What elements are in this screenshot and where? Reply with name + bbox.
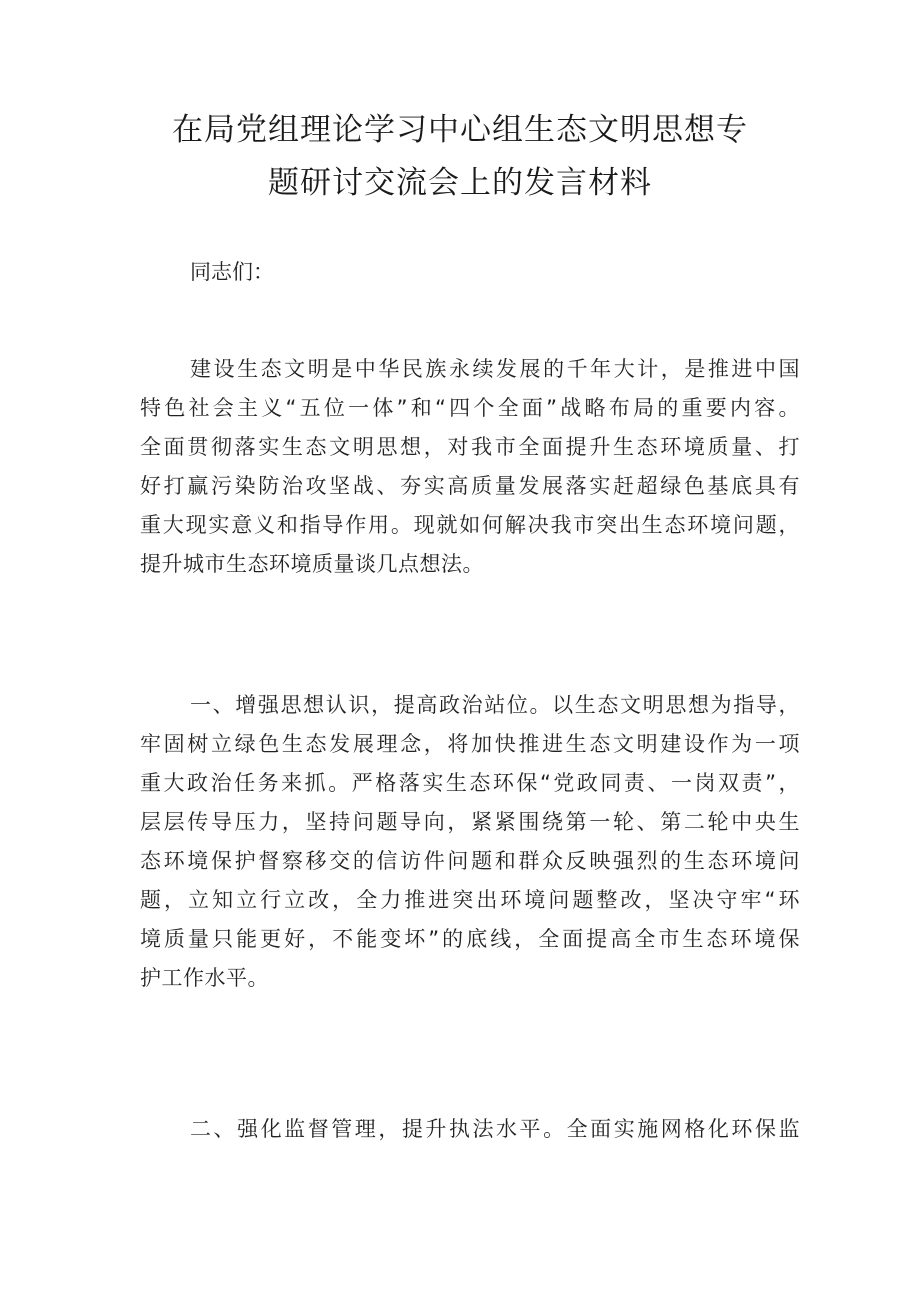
title-line: 题研讨交流会上的发言材料 xyxy=(268,165,652,201)
paragraph-section-one xyxy=(140,686,800,998)
document-title xyxy=(120,104,800,210)
paragraph-intro xyxy=(140,350,800,584)
paragraph-line: 境质量只能更好，不能变坏”的底线，全面提高全市生态环境保 xyxy=(140,927,800,951)
paragraph-line: 重大现实意义和指导作用。现就如何解决我市突出生态环境问题， xyxy=(140,513,800,537)
title-line: 在局党组理论学习中心组生态文明思想专 xyxy=(172,112,748,148)
paragraph-line: 护工作水平。 xyxy=(140,966,269,990)
paragraph-line: 建设生态文明是中华民族永续发展的千年大计，是推进中国 xyxy=(190,357,800,381)
paragraph-section-two xyxy=(140,1110,800,1149)
paragraph-line: 全面贯彻落实生态文明思想，对我市全面提升生态环境质量、打 xyxy=(140,435,800,459)
paragraph-line: 重大政治任务来抓。严格落实生态环保“党政同责、一岗双责”， xyxy=(140,771,800,795)
paragraph-line: 牢固树立绿色生态发展理念，将加快推进生态文明建设作为一项 xyxy=(140,732,800,756)
paragraph-line: 层层传导压力，坚持问题导向，紧紧围绕第一轮、第二轮中央生 xyxy=(140,810,800,834)
paragraph-line: 特色社会主义“五位一体”和“四个全面”战略布局的重要内容。 xyxy=(140,396,800,420)
paragraph-line: 二、强化监督管理，提升执法水平。全面实施网格化环保监 xyxy=(190,1117,800,1141)
paragraph-line: 提升城市生态环境质量谈几点想法。 xyxy=(140,552,484,576)
salutation: 同志们： xyxy=(190,260,274,284)
paragraph-line: 一、增强思想认识，提高政治站位。以生态文明思想为指导， xyxy=(190,693,800,717)
paragraph-line: 题，立知立行立改，全力推进突出环境问题整改，坚决守牢“环 xyxy=(140,888,800,912)
paragraph-line: 好打赢污染防治攻坚战、夯实高质量发展落实赶超绿色基底具有 xyxy=(140,474,800,498)
paragraph-line: 态环境保护督察移交的信访件问题和群众反映强烈的生态环境问 xyxy=(140,849,800,873)
